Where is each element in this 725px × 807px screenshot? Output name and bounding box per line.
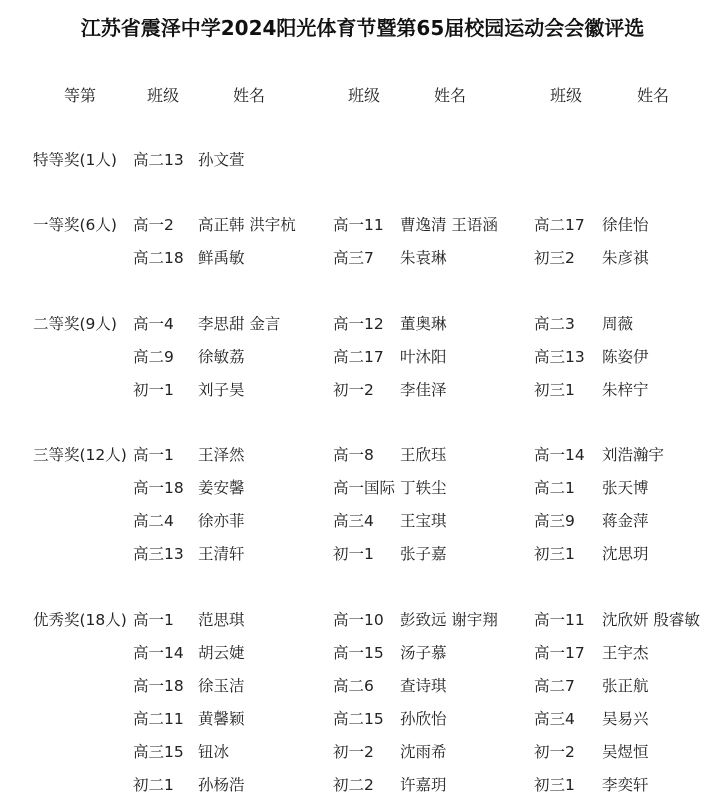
award-level: 三等奖(12人) (33, 446, 127, 464)
document-title: 江苏省震泽中学2024阳光体育节暨第65届校园运动会会徽评选 (80, 16, 645, 40)
winner-name-cell: 陈姿伊 (602, 348, 649, 366)
winner-name-cell: 胡云婕 (198, 644, 245, 662)
award-level: 优秀奖(18人) (33, 611, 127, 629)
winner-name-cell: 彭致远 谢宇翔 (400, 611, 498, 629)
class-cell: 高一8 (333, 446, 374, 464)
winner-name-cell: 张天博 (602, 479, 649, 497)
winner-name-cell: 丁轶尘 (400, 479, 447, 497)
class-cell: 高一11 (534, 611, 585, 629)
winner-name-cell: 孙杨浩 (198, 776, 245, 794)
header-class: 班级 (348, 86, 381, 105)
winner-name-cell: 董奥琳 (400, 315, 447, 333)
class-cell: 高二1 (534, 479, 575, 497)
award-level: 一等奖(6人) (33, 216, 117, 234)
class-cell: 高三13 (133, 545, 184, 563)
winner-name-cell: 刘子昊 (198, 381, 245, 399)
class-cell: 高一15 (333, 644, 384, 662)
class-cell: 高一1 (133, 446, 174, 464)
winner-name-cell: 徐佳怡 (602, 216, 649, 234)
winner-name-cell: 曹逸清 王语涵 (400, 216, 498, 234)
class-cell: 初一2 (534, 743, 575, 761)
class-cell: 高一18 (133, 677, 184, 695)
class-cell: 高一14 (133, 644, 184, 662)
class-cell: 初三1 (534, 776, 575, 794)
winner-name-cell: 徐敏荔 (198, 348, 245, 366)
winner-name-cell: 吴易兴 (602, 710, 649, 728)
class-cell: 高一1 (133, 611, 174, 629)
winner-name-cell: 查诗琪 (400, 677, 447, 695)
header-name: 姓名 (637, 86, 670, 105)
class-cell: 高二11 (133, 710, 184, 728)
winner-name-cell: 沈雨希 (400, 743, 447, 761)
class-cell: 初一1 (133, 381, 174, 399)
class-cell: 初二2 (333, 776, 374, 794)
class-cell: 高二15 (333, 710, 384, 728)
class-cell: 高二17 (333, 348, 384, 366)
winner-name-cell: 孙欣怡 (400, 710, 447, 728)
class-cell: 初三1 (534, 381, 575, 399)
class-cell: 高一12 (333, 315, 384, 333)
class-cell: 高二7 (534, 677, 575, 695)
winner-name-cell: 张正航 (602, 677, 649, 695)
class-cell: 初一2 (333, 381, 374, 399)
class-cell: 高二3 (534, 315, 575, 333)
class-cell: 高一17 (534, 644, 585, 662)
award-level: 特等奖(1人) (33, 151, 117, 169)
winner-name-cell: 李奕轩 (602, 776, 649, 794)
class-cell: 高三9 (534, 512, 575, 530)
winner-name-cell: 姜安馨 (198, 479, 245, 497)
class-cell: 高三13 (534, 348, 585, 366)
winner-name-cell: 孙文萱 (198, 151, 245, 169)
class-cell: 高一14 (534, 446, 585, 464)
winner-name-cell: 蒋金萍 (602, 512, 649, 530)
header-level: 等第 (64, 86, 97, 105)
winner-name-cell: 周薇 (602, 315, 634, 333)
winner-name-cell: 朱袁琳 (400, 249, 447, 267)
winner-name-cell: 沈欣妍 殷睿敏 (602, 611, 700, 629)
class-cell: 高一11 (333, 216, 384, 234)
winner-name-cell: 王宝琪 (400, 512, 447, 530)
winner-name-cell: 范思琪 (198, 611, 245, 629)
class-cell: 高一国际 (333, 479, 396, 497)
class-cell: 初一2 (333, 743, 374, 761)
winner-name-cell: 高正韩 洪宇杭 (198, 216, 296, 234)
winner-name-cell: 王欣珏 (400, 446, 447, 464)
winner-name-cell: 鲜禹敏 (198, 249, 245, 267)
winner-name-cell: 王清轩 (198, 545, 245, 563)
winner-name-cell: 李佳泽 (400, 381, 447, 399)
header-class: 班级 (147, 86, 180, 105)
class-cell: 高二4 (133, 512, 174, 530)
class-cell: 高二18 (133, 249, 184, 267)
header-name: 姓名 (233, 86, 266, 105)
winner-name-cell: 黄馨颖 (198, 710, 245, 728)
class-cell: 初三2 (534, 249, 575, 267)
class-cell: 高一4 (133, 315, 174, 333)
header-name: 姓名 (434, 86, 467, 105)
class-cell: 初一1 (333, 545, 374, 563)
winner-name-cell: 王宇杰 (602, 644, 649, 662)
winner-name-cell: 吴煜恒 (602, 743, 649, 761)
class-cell: 高一10 (333, 611, 384, 629)
winner-name-cell: 汤子慕 (400, 644, 447, 662)
winner-name-cell: 李思甜 金言 (198, 315, 281, 333)
class-cell: 初二1 (133, 776, 174, 794)
class-cell: 高二6 (333, 677, 374, 695)
class-cell: 高一2 (133, 216, 174, 234)
winner-name-cell: 沈思玥 (602, 545, 649, 563)
class-cell: 高三7 (333, 249, 374, 267)
winner-name-cell: 徐玉洁 (198, 677, 245, 695)
header-class: 班级 (550, 86, 583, 105)
winner-name-cell: 钮冰 (198, 743, 230, 761)
winner-name-cell: 张子嘉 (400, 545, 447, 563)
class-cell: 高三4 (534, 710, 575, 728)
class-cell: 高三15 (133, 743, 184, 761)
winner-name-cell: 许嘉玥 (400, 776, 447, 794)
award-level: 二等奖(9人) (33, 315, 117, 333)
winner-name-cell: 王泽然 (198, 446, 245, 464)
winner-name-cell: 刘浩瀚宇 (602, 446, 665, 464)
winner-name-cell: 朱梓宁 (602, 381, 649, 399)
class-cell: 高二13 (133, 151, 184, 169)
class-cell: 高三4 (333, 512, 374, 530)
winner-name-cell: 徐亦菲 (198, 512, 245, 530)
winner-name-cell: 叶沐阳 (400, 348, 447, 366)
winner-name-cell: 朱彦祺 (602, 249, 649, 267)
class-cell: 高一18 (133, 479, 184, 497)
class-cell: 初三1 (534, 545, 575, 563)
class-cell: 高二17 (534, 216, 585, 234)
class-cell: 高二9 (133, 348, 174, 366)
